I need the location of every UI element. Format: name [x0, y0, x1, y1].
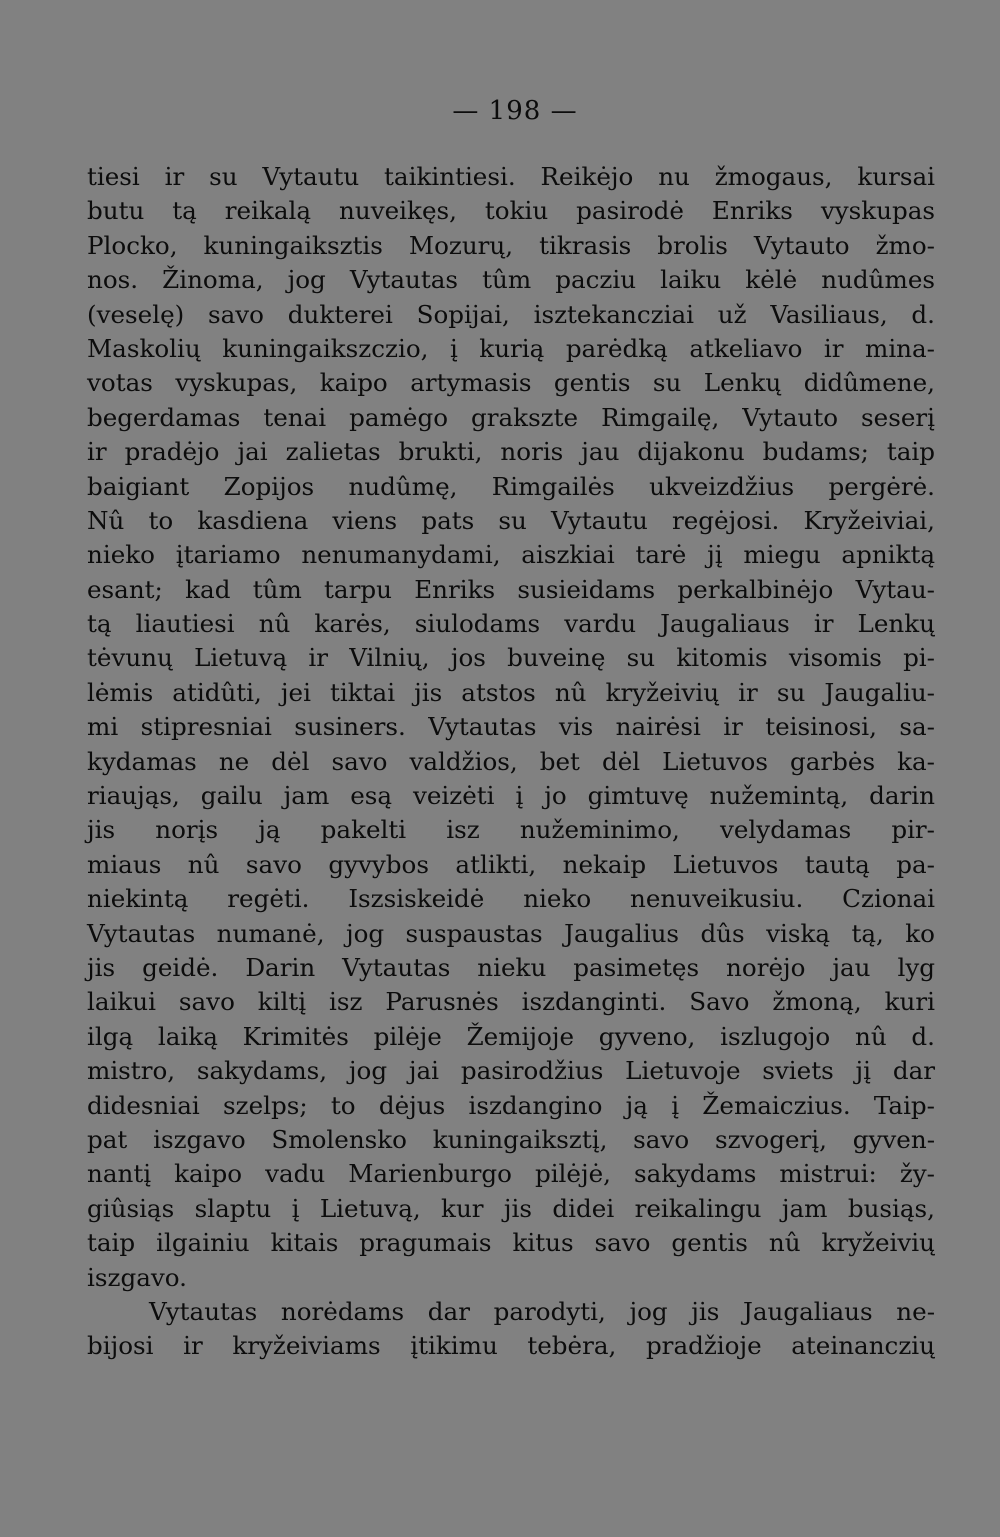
text-line: (veselę) savo dukterei Sopijai, isztekancziai už Vasiliaus, d.: [87, 299, 935, 329]
text-line: butu tą reikalą nuveikęs, tokiu pasirodė Enriks vyskupas: [87, 196, 935, 226]
text-line: Vytautas norėdams dar parodyti, jog jis Jaugaliaus ne-: [149, 1296, 935, 1326]
text-line: tėvunų Lietuvą ir Vilnių, jos buveinę su kitomis visomis pi-: [87, 643, 935, 673]
text-line: taip ilgainiu kitais pragumais kitus savo gentis nû kryžeivių: [87, 1228, 935, 1258]
text-line: Nû to kasdiena viens pats su Vytautu regėjosi. Kryžeiviai,: [87, 505, 935, 535]
text-line: miaus nû savo gyvybos atlikti, nekaip Lietuvos tautą pa-: [87, 849, 935, 879]
page-number: — 198 —: [452, 96, 578, 126]
text-line: ir pradėjo jai zalietas brukti, noris jau dijakonu budams; taip: [87, 437, 935, 467]
text-line: riaująs, gailu jam esą veizėti į jo gimtuvę nužemintą, darin: [87, 781, 935, 811]
text-line: Plocko, kuningaiksztis Mozurų, tikrasis brolis Vytauto žmo-: [87, 230, 935, 260]
text-line: lėmis atidûti, jei tiktai jis atstos nû kryžeivių ir su Jaugaliu-: [87, 677, 935, 707]
text-line: laikui savo kiltį isz Parusnės iszdanginti. Savo žmoną, kuri: [87, 987, 935, 1017]
text-line: esant; kad tûm tarpu Enriks susieidams perkalbinėjo Vytau-: [87, 574, 935, 604]
body-text: [87, 160, 935, 1364]
text-line: baigiant Zopijos nudûmę, Rimgailės ukveizdžius pergėrė.: [87, 471, 935, 501]
text-line: bijosi ir kryžeiviams įtikimu tebėra, pradžioje ateinanczių: [87, 1331, 935, 1361]
text-line: kydamas ne dėl savo valdžios, bet dėl Lietuvos garbės ka-: [87, 746, 935, 776]
text-line: jis geidė. Darin Vytautas nieku pasimetęs norėjo jau lyg: [87, 952, 935, 982]
text-line: pat iszgavo Smolensko kuningaiksztį, savo szvogerį, gyven-: [87, 1124, 935, 1154]
text-line: nos. Žinoma, jog Vytautas tûm pacziu laiku kėlė nudûmes: [87, 265, 935, 295]
text-line: Maskolių kuningaikszczio, į kurią parėdką atkeliavo ir mina-: [87, 333, 935, 363]
text-line: mi stipresniai susiners. Vytautas vis nairėsi ir teisinosi, sa-: [87, 712, 935, 742]
text-line: iszgavo.: [87, 1262, 187, 1292]
text-line: didesniai szelps; to dėjus iszdangino ją į Žemaiczius. Taip-: [87, 1090, 935, 1120]
text-line: tą liautiesi nû karės, siulodams vardu Jaugaliaus ir Lenkų: [87, 609, 935, 639]
text-line: votas vyskupas, kaipo artymasis gentis su Lenkų didûmene,: [87, 368, 935, 398]
text-line: begerdamas tenai pamėgo grakszte Rimgailę, Vytauto seserį: [87, 402, 935, 432]
text-line: nantį kaipo vadu Marienburgo pilėjė, sakydams mistrui: žy-: [87, 1159, 935, 1189]
text-line: giûsiąs slaptu į Lietuvą, kur jis didei reikalingu jam busiąs,: [87, 1193, 935, 1223]
text-line: mistro, sakydams, jog jai pasirodžius Lietuvoje sviets jį dar: [87, 1056, 935, 1086]
text-line: jis norįs ją pakelti isz nužeminimo, velydamas pir-: [87, 815, 935, 845]
text-line: Vytautas numanė, jog suspaustas Jaugalius dûs viską tą, ko: [87, 918, 935, 948]
text-line: niekintą regėti. Iszsiskeidė nieko nenuveikusiu. Czionai: [87, 884, 935, 914]
text-line: ilgą laiką Krimitės pilėje Žemijoje gyveno, iszlugojo nû d.: [87, 1021, 935, 1051]
text-line: nieko įtariamo nenumanydami, aiszkiai tarė jį miegu apniktą: [87, 540, 935, 570]
text-line: tiesi ir su Vytautu taikintiesi. Reikėjo nu žmogaus, kursai: [87, 162, 935, 191]
